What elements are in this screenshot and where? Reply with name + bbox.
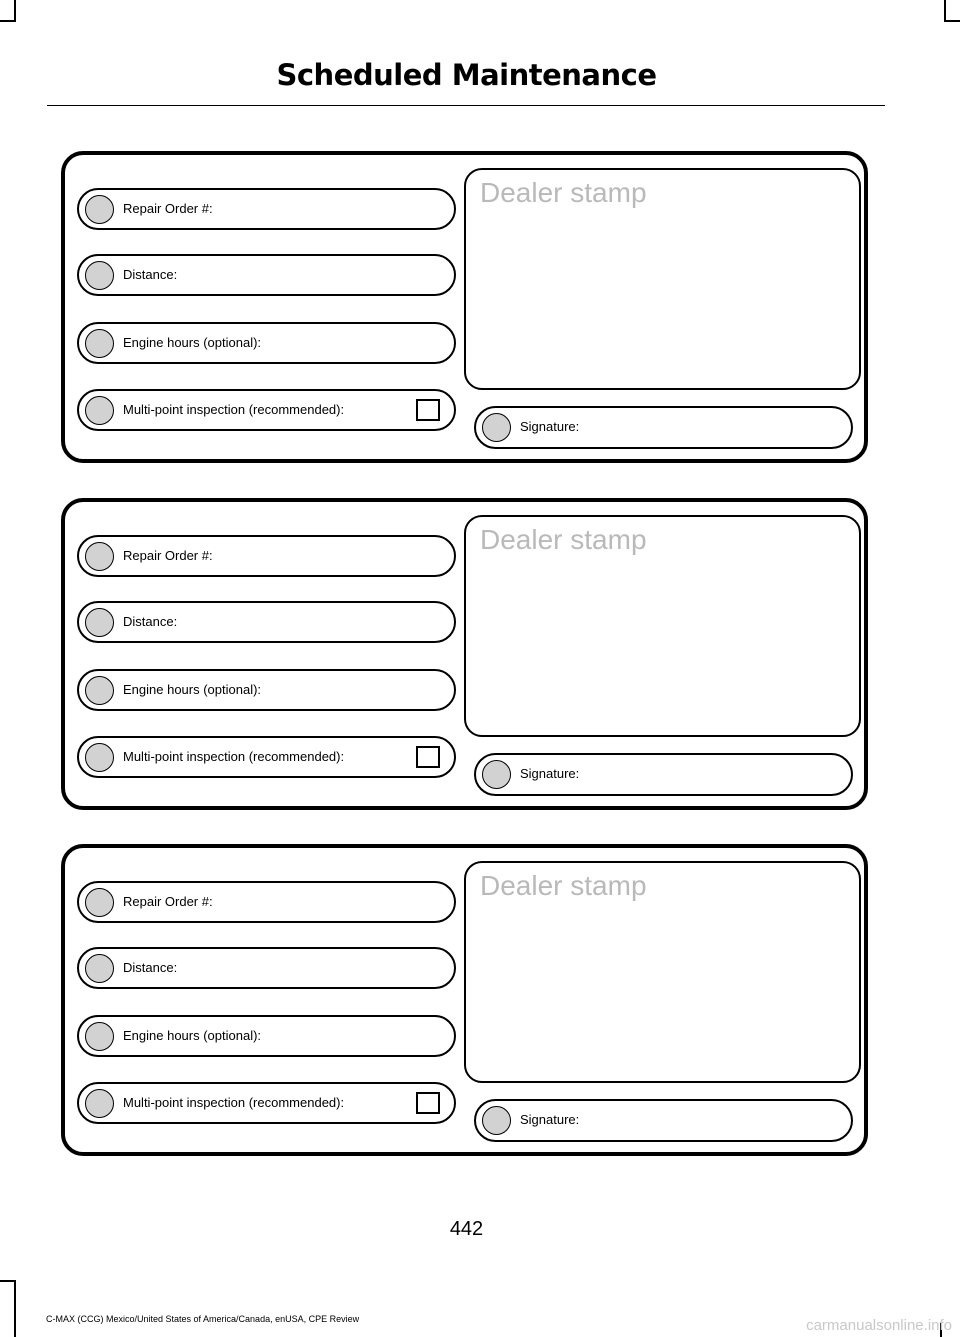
distance-label: Distance:: [123, 267, 178, 282]
maintenance-record-1: [61, 151, 868, 463]
inspection-checkbox[interactable]: [416, 746, 440, 768]
dealer-stamp-label: Dealer stamp: [480, 524, 647, 555]
footer-text: C-MAX (CCG) Mexico/United States of America/Canada, enUSA, CPE Review: [46, 1314, 360, 1324]
crop-mark: [0, 1280, 16, 1282]
inspection-checkbox[interactable]: [416, 1092, 440, 1114]
engine-hours-field[interactable]: [77, 322, 456, 364]
engine-hours-field[interactable]: [77, 1015, 456, 1057]
distance-field[interactable]: [77, 254, 456, 296]
bubble-icon: [85, 261, 114, 290]
inspection-label: Multi-point inspection (recommended):: [123, 749, 345, 764]
distance-label: Distance:: [123, 960, 178, 975]
signature-field[interactable]: [474, 753, 853, 796]
dealer-stamp-label: Dealer stamp: [480, 177, 647, 208]
dealer-stamp-label: Dealer stamp: [480, 870, 647, 901]
bubble-icon: [85, 608, 114, 637]
repair-order-field[interactable]: [77, 188, 456, 230]
bubble-icon: [85, 329, 114, 358]
repair-order-label: Repair Order #:: [123, 894, 213, 909]
bubble-icon: [85, 1089, 114, 1118]
crop-mark: [0, 20, 16, 22]
bubble-icon: [85, 396, 114, 425]
engine-hours-label: Engine hours (optional):: [123, 682, 262, 697]
bubble-icon: [85, 676, 114, 705]
signature-label: Signature:: [520, 1112, 580, 1127]
inspection-label: Multi-point inspection (recommended):: [123, 1095, 345, 1110]
bubble-icon: [482, 413, 511, 442]
signature-label: Signature:: [520, 766, 580, 781]
signature-label: Signature:: [520, 419, 580, 434]
repair-order-field[interactable]: [77, 535, 456, 577]
signature-field[interactable]: [474, 1099, 853, 1142]
bubble-icon: [482, 760, 511, 789]
repair-order-label: Repair Order #:: [123, 548, 213, 563]
bubble-icon: [85, 888, 114, 917]
signature-field[interactable]: [474, 406, 853, 449]
inspection-field: [77, 1082, 456, 1124]
crop-mark: [944, 0, 946, 20]
inspection-field: [77, 389, 456, 431]
repair-order-label: Repair Order #:: [123, 201, 213, 216]
distance-label: Distance:: [123, 614, 178, 629]
maintenance-record-2: [61, 498, 868, 810]
repair-order-field[interactable]: [77, 881, 456, 923]
crop-mark: [14, 1280, 16, 1337]
bubble-icon: [85, 542, 114, 571]
page-title: Scheduled Maintenance: [276, 58, 657, 92]
bubble-icon: [85, 1022, 114, 1051]
engine-hours-label: Engine hours (optional):: [123, 335, 262, 350]
engine-hours-label: Engine hours (optional):: [123, 1028, 262, 1043]
inspection-field: [77, 736, 456, 778]
crop-mark: [14, 0, 16, 20]
dealer-stamp-box: [464, 515, 861, 737]
distance-field[interactable]: [77, 947, 456, 989]
dealer-stamp-box: [464, 861, 861, 1083]
inspection-checkbox[interactable]: [416, 399, 440, 421]
bubble-icon: [85, 195, 114, 224]
crop-mark: [944, 20, 960, 22]
title-rule: [47, 105, 885, 106]
distance-field[interactable]: [77, 601, 456, 643]
bubble-icon: [85, 743, 114, 772]
page-number: 442: [449, 1218, 484, 1240]
watermark: carmanualsonline.info: [806, 1317, 952, 1334]
bubble-icon: [85, 954, 114, 983]
maintenance-record-3: [61, 844, 868, 1156]
engine-hours-field[interactable]: [77, 669, 456, 711]
bubble-icon: [482, 1106, 511, 1135]
inspection-label: Multi-point inspection (recommended):: [123, 402, 345, 417]
dealer-stamp-box: [464, 168, 861, 390]
